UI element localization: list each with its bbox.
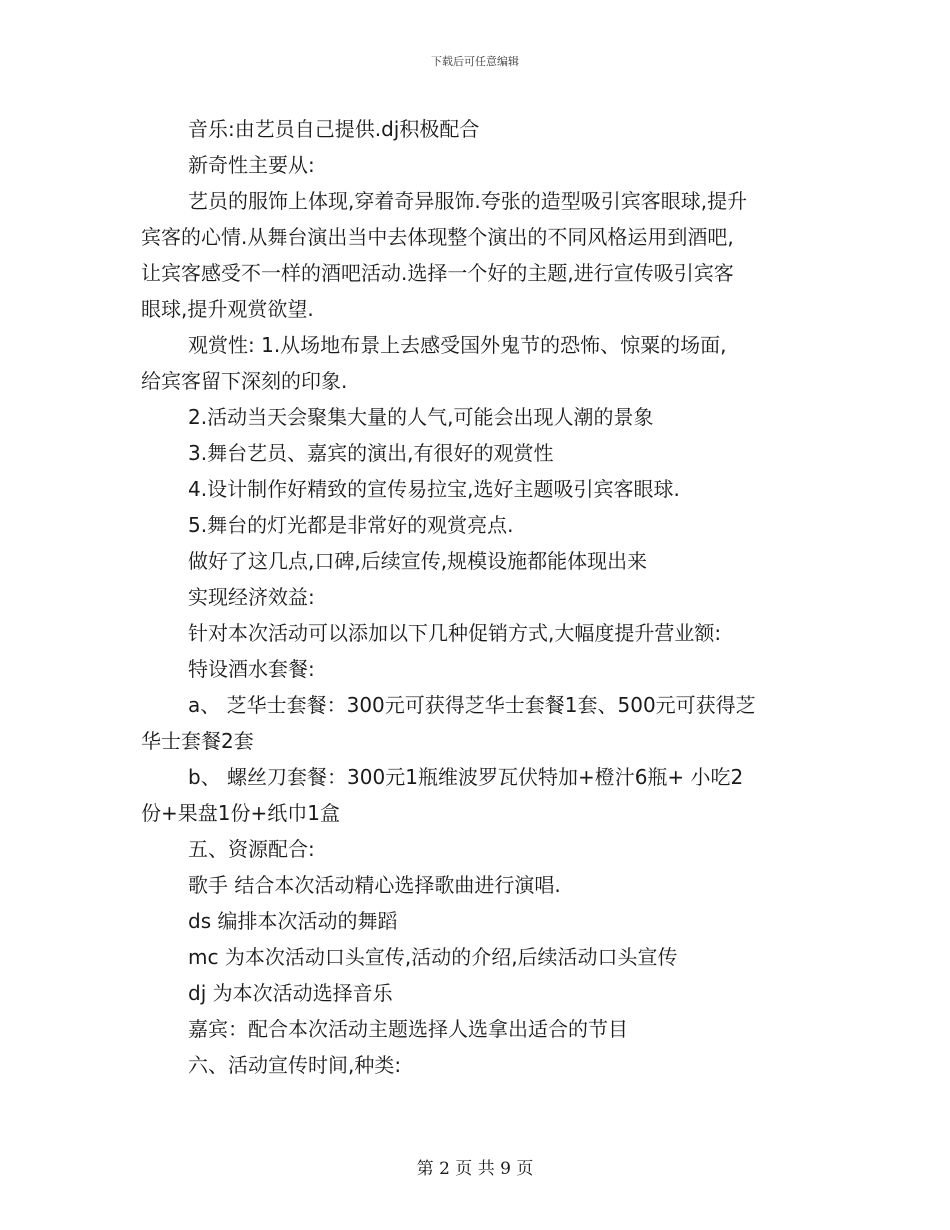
list-item: a、 芝华士套餐：300元可获得芝华士套餐1套、500元可获得芝 — [188, 693, 756, 717]
list-item: b、 螺丝刀套餐：300元1瓶维波罗瓦伏特加+橙汁6瓶+ 小吃2 — [188, 765, 744, 789]
paragraph-line: 新奇性主要从: — [188, 153, 315, 177]
paragraph-line: 嘉宾：配合本次活动主题选择人选拿出适合的节目 — [188, 1017, 628, 1041]
paragraph-line: 眼球,提升观赏欲望. — [141, 297, 314, 321]
paragraph-line: 特设酒水套餐: — [188, 657, 315, 681]
page-header: 下载后可任意编辑 — [431, 55, 519, 68]
paragraph-line: dj 为本次活动选择音乐 — [188, 981, 393, 1005]
paragraph-line: 宾客的心情.从舞台演出当中去体现整个演出的不同风格运用到酒吧, — [141, 225, 734, 249]
paragraph-line: ds 编排本次活动的舞蹈 — [188, 909, 398, 933]
paragraph-line: 让宾客感受不一样的酒吧活动.选择一个好的主题,进行宣传吸引宾客 — [141, 261, 734, 285]
page-footer: 第 2 页 共 9 页 — [416, 1159, 534, 1179]
section-heading: 六、活动宣传时间,种类: — [188, 1053, 402, 1077]
list-item: 3.舞台艺员、嘉宾的演出,有很好的观赏性 — [188, 441, 554, 465]
list-item: 4.设计制作好精致的宣传易拉宝,选好主题吸引宾客眼球. — [188, 477, 680, 501]
section-heading: 五、资源配合: — [188, 837, 315, 861]
document-body — [141, 111, 811, 1083]
paragraph-line: 艺员的服饰上体现,穿着奇异服饰.夸张的造型吸引宾客眼球,提升 — [188, 189, 748, 213]
paragraph-line: 观赏性: 1.从场地布景上去感受国外鬼节的恐怖、惊粟的场面, — [188, 333, 727, 357]
paragraph-line: 针对本次活动可以添加以下几种促销方式,大幅度提升营业额: — [188, 621, 722, 645]
paragraph-line: 音乐:由艺员自己提供.dj积极配合 — [188, 117, 480, 141]
paragraph-line: 份+果盘1份+纸巾1盒 — [141, 801, 340, 825]
paragraph-line: 给宾客留下深刻的印象. — [141, 369, 348, 393]
paragraph-line: 歌手 结合本次活动精心选择歌曲进行演唱. — [188, 873, 561, 897]
paragraph-line: 实现经济效益: — [188, 585, 315, 609]
paragraph-line: mc 为本次活动口头宣传,活动的介绍,后续活动口头宣传 — [188, 945, 678, 969]
paragraph-line: 做好了这几点,口碑,后续宣传,规模设施都能体现出来 — [188, 549, 648, 573]
paragraph-line: 华士套餐2套 — [141, 729, 254, 753]
list-item: 5.舞台的灯光都是非常好的观赏亮点. — [188, 513, 514, 537]
list-item: 2.活动当天会聚集大量的人气,可能会出现人潮的景象 — [188, 405, 654, 429]
